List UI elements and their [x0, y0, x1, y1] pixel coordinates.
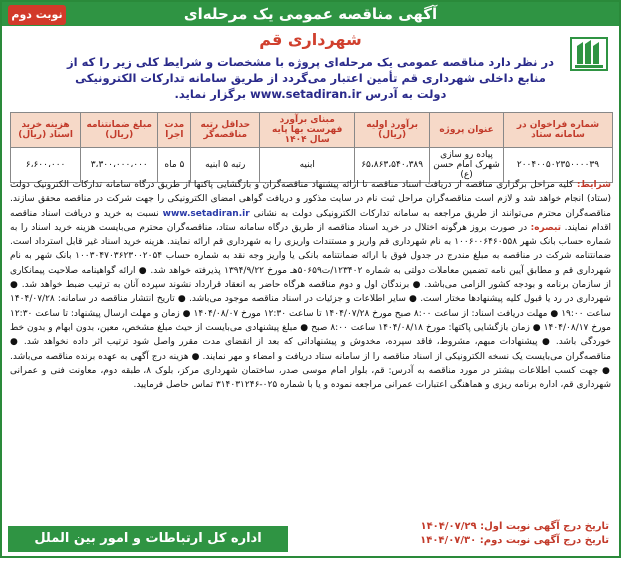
bullet-item: ● جهت کسب اطلاعات بیشتر در مورد مناقصه به آدرس: قم، بلوار امام موسی صدر، ساختمان شهرداری مرکز، بلوک ۸، طبقه دوم، معاونت فنی و عمرانی شهرداری قم، اداره برنامه ریزی و هماهنگی اعتبارات عمرانی مراجعه نموده و یا با شماره ۰۲۵-۳۱۴۰۳۱۲۴۶ تماس حاصل فرمایید.	[10, 365, 611, 391]
organization-name: شهرداری قم	[259, 30, 362, 49]
bullet-item: ● سایر اطلاعات و جزئیات در اسناد مناقصه موجود می‌باشد.	[189, 294, 418, 305]
cell-call-number: ۲۰۰۴۰۰۵۰۲۳۵۰۰۰۰۳۹	[503, 148, 612, 183]
table-header-row	[11, 113, 613, 148]
conditions-p2: در صورت بروز هرگونه اختلال در خرید اسناد مناقصه از طریق درگاه سامانه ستاد، مناقصه‌گران محترم می‌بایست هزینه خرید اسناد را به شماره حساب بانک شهر ۱۰۰۶۰۰۶۴۶۰۵۵۸ به نام شهرداری قم واریز و مستندات واریزی را به شهرداری قم ارائه نمایند. هزینه خرید اسناد غیر قابل استرداد است. ضمانتنامه شرکت در مناقصه به مبلغ مندرج در جدول فوق با ارائه ضمانتنامه بانکی یا واریز وجه نقد به شماره حساب ۱۰۰۳۰۴۷۰۳۶۲۳۰۰۲۰۵۴ بانک شهر به نام شهرداری قم و مطابق آیین نامه تضمین معاملات دولتی به شماره ۱۲۳۴۰۲/ت۵۰۶۵۹هـ مورخ ۱۳۹۴/۹/۲۲ پذیرفته خواهد شد.	[10, 222, 611, 276]
bullet-item: ● برندگان اول و دوم مناقصه هرگاه حاضر به انعقاد قرارداد نشوند سپرده آنان به ترتیب ضبط خواهد شد.	[21, 280, 421, 291]
col-project-title: عنوان پروژه	[430, 113, 504, 148]
cell-duration: ۵ ماه	[158, 148, 191, 183]
bullet-item: ● مهلت دریافت اسناد: از ساعت ۸:۰۰ صبح مورخ ۱۴۰۴/۰۷/۲۸ تا ساعت ۱۲:۳۰ مورخ ۱۴۰۴/۰۸/۰۷	[193, 308, 559, 319]
notice-title: آگهی مناقصه عمومی یک مرحله‌ای	[2, 2, 619, 26]
cell-doc-fee: ۶،۶۰۰،۰۰۰	[11, 148, 81, 183]
conditions-p1: کلیه مراحل برگزاری مناقصه از دریافت اسناد مناقصه تا ارائه پیشنهاد مناقصه‌گران و بازگشایی پاکتها از طریق درگاه سامانه تدارکات الکترونیک دولت (ستاد) انجام خواهد شد و لازم است مناقصه‌گران مراحل ثبت نام در سایت مذکور و دریافت گواهی امضای الکترونیکی را جهت شرکت در مناقصه محقق سازند. مناقصه‌گران محترم می‌توانند از طریق مراجعه به سامانه تدارکات الکترونیکی دولت به نشانی	[10, 180, 611, 219]
second-round-badge: نوبت دوم	[8, 5, 66, 25]
col-guarantee: مبلغ ضمانتنامه (ریال)	[81, 113, 158, 148]
col-duration: مدت اجرا	[158, 113, 191, 148]
bullet-item: ● ارائه گواهینامه صلاحیت پیمانکاری از سازمان برنامه و بودجه کشور الزامی می‌باشد.	[10, 265, 611, 291]
footer-department: اداره کل ارتباطات و امور بین الملل شهرداری قم	[8, 526, 288, 552]
col-min-grade: حداقل رتبه مناقصه‌گر	[191, 113, 260, 148]
first-publish-date: تاریخ درج آگهی نوبت اول: ۱۴۰۴/۰۷/۲۹	[420, 521, 609, 532]
col-doc-fee: هزینه خرید اسناد (ریال)	[11, 113, 81, 148]
conditions-label: شرایط:	[576, 180, 611, 190]
bullet-item: ● تاریخ انتشار مناقصه در سامانه: ۱۴۰۴/۰۷/۲۸ ساعت ۱۹:۰۰	[10, 294, 611, 319]
bullet-item: ● پیشنهادات مبهم، مشروط، فاقد سپرده، مخدوش و پیشنهاداتی که بعد از انقضای مدت مقرر واصل شود ترتیب اثر داده نخواهد شد.	[23, 337, 552, 348]
col-call-number: شماره فراخوان در سامانه ستاد	[503, 113, 612, 148]
cell-min-grade: رتبه ۵ ابنیه	[191, 148, 260, 183]
publish-dates	[379, 520, 609, 548]
cell-estimate: ۶۵،۸۶۳،۵۴۰،۳۸۹	[355, 148, 430, 183]
bullet-item: ● زمان بازگشایی پاکتها: مورخ ۱۴۰۴/۰۸/۱۸ ساعت ۸:۰۰ صبح	[311, 322, 541, 333]
col-price-basis: مبنای برآورد فهرست بها پایه سال ۱۴۰۴	[260, 113, 355, 148]
second-publish-date: تاریخ درج آگهی نوبت دوم: ۱۴۰۴/۰۷/۳۰	[420, 535, 609, 546]
bullet-item: ● مبلغ پیشنهادی می‌بایست از حیث مبلغ مشخص، معین، بدون ابهام و بدون خط خوردگی باشد.	[10, 322, 611, 348]
col-estimate: برآورد اولیه (ریال)	[355, 113, 430, 148]
cell-guarantee: ۳،۳۰۰،۰۰۰،۰۰۰	[81, 148, 158, 183]
setadiran-link[interactable]: www.setadiran.ir	[162, 208, 250, 219]
cell-price-basis: ابنیه	[260, 148, 355, 183]
conditions-p1b: نسبت به خرید و دریافت اسناد مناقصه اقدام نمایند.	[10, 208, 611, 233]
cell-project-title: پیاده رو سازی شهرک امام حسن (ع)	[430, 148, 504, 183]
bullet-item: ● هزینه درج آگهی به عهده برنده مناقصه می‌باشد.	[10, 351, 200, 362]
bullet-item: ● شهرداری در رد یا قبول کلیه پیشنهادها مختار است.	[10, 280, 611, 305]
note-label: تبصره:	[530, 222, 562, 233]
bullet-item: ● زمان و مهلت ارسال پیشنهاد: تا ساعت ۱۲:۳۰ مورخ ۱۴۰۴/۰۸/۱۷	[10, 308, 611, 333]
tender-table	[10, 112, 613, 183]
conditions-text	[10, 178, 611, 392]
bullet-item: ● مناقصه‌گران می‌بایست یک نسخه الکترونیکی از اسناد مناقصه را از سامانه ستاد دریافت و امضاء و مهر نمایند.	[10, 337, 611, 362]
intro-text: در نظر دارد مناقصه عمومی یک مرحله‌ای پروژه با مشخصات و شرایط کلی زیر را که از منابع داخلی شهرداری قم تأمین اعتبار می‌گردد از طریق سامانه تدارکات الکترونیکی دولت به آدرس www.setadiran.ir برگزار نماید.	[67, 55, 554, 101]
